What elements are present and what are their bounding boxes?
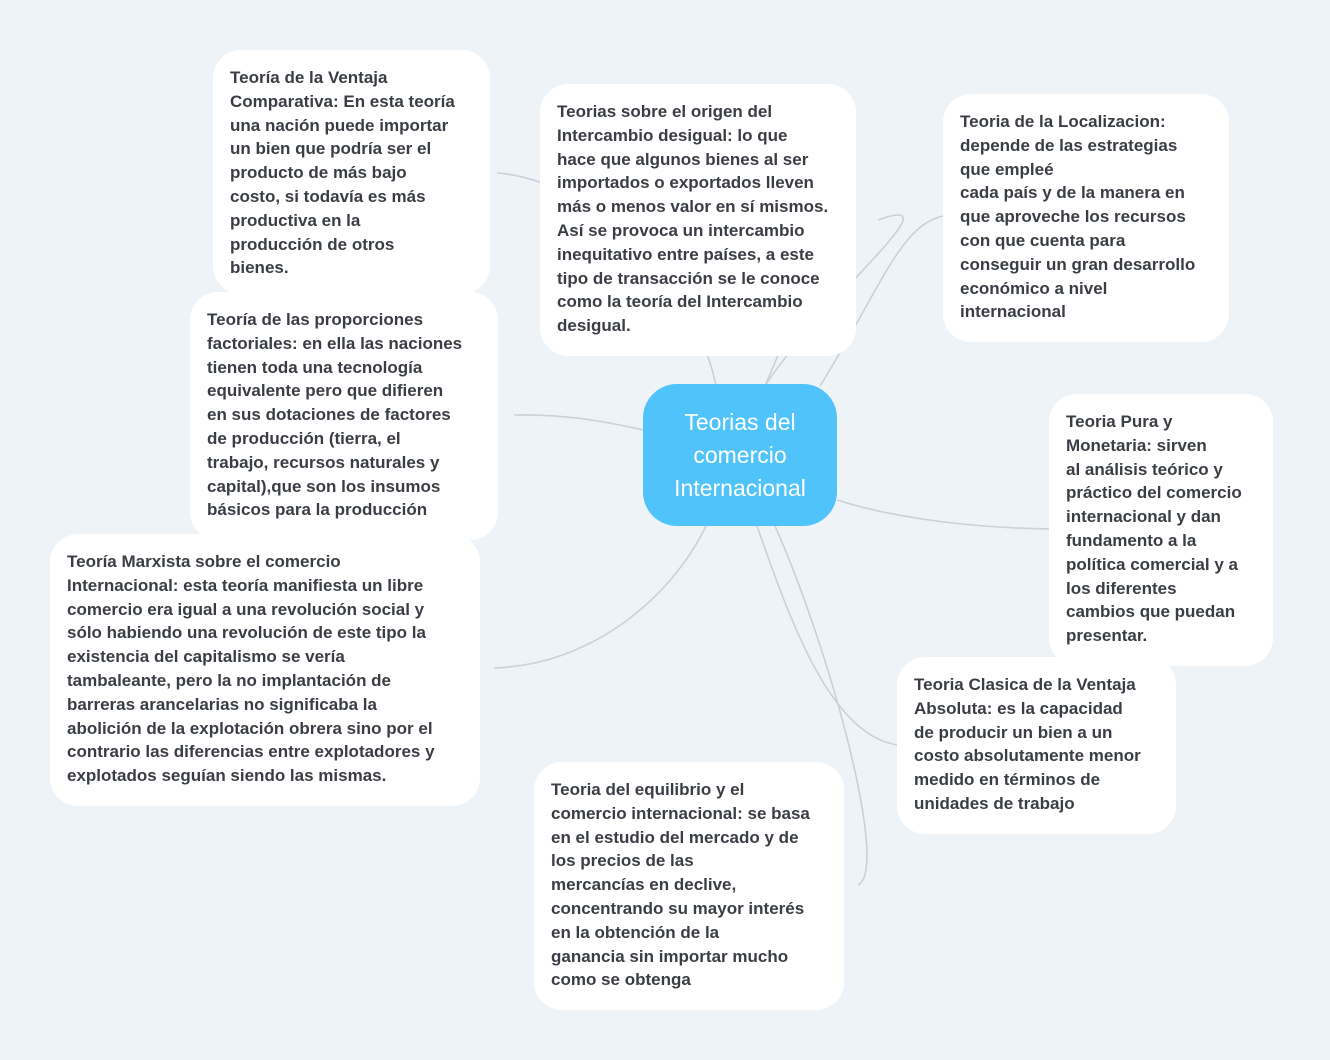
topic-ventaja-comparativa[interactable] [213,50,490,294]
topic-pura-monetaria-text: Teoria Pura y Monetaria: sirven al análisis teórico y práctico del comercio internacional y dan fundamento a la política comercial y a los diferentes cambios que puedan presentar. [1066,412,1242,646]
connector-proporciones-factoriales [514,415,643,430]
topic-proporciones-factoriales-text: Teoría de las proporciones factoriales: en ella las naciones tienen toda una tecnología equivalente pero que difieren en sus dotaciones de factores de producción (tierra, el trabajo, recursos naturales y capital),que son los insumos básicos para la producción [207,310,463,520]
connector-marxista [494,526,706,668]
topic-localizacion[interactable] [943,94,1229,342]
topic-ventaja-absoluta[interactable] [897,657,1176,834]
topic-intercambio-desigual[interactable] [540,84,856,356]
topic-proporciones-factoriales[interactable] [190,292,498,540]
topic-equilibrio[interactable] [534,762,844,1010]
topic-equilibrio-text: Teoria del equilibrio y el comercio internacional: se basa en el estudio del mercado y de los precios de las mercancías en declive, concentrando su mayor interés en la obtención de la ganancia sin importar mucho como se obtenga [551,780,810,990]
connector-ventaja-absoluta [757,526,898,745]
topic-ventaja-absoluta-text: Teoria Clasica de la Ventaja Absoluta: es la capacidad de producir un bien a un costo absolutamente menor medido en términos de unidades de trabajo [914,675,1141,813]
topic-marxista[interactable] [50,534,480,806]
topic-intercambio-desigual-text: Teorias sobre el origen del Intercambio desigual: lo que hace que algunos bienes al ser importados o exportados lleven más o menos valor en sí mismos. Así se provoca un intercambio inequitativo entre países, a este tipo de transacción se le conoce como la teoría del Intercambio desigual. [557,102,829,336]
connector-pura-monetaria [837,500,1050,529]
topic-marxista-text: Teoría Marxista sobre el comercio Internacional: esta teoría manifiesta un libre comercio era igual a una revolución social y sólo habiendo una revolución de este tipo la existencia del capitalismo se vería tambaleante, pero la no implantación de barreras arancelarias no significaba la abolición de la explotación obrera sino por el contrario las diferencias entre explotadores y explotados seguían siendo las mismas. [67,552,435,786]
topic-ventaja-comparativa-text: Teoría de la Ventaja Comparativa: En esta teoría una nación puede importar un bien que podría ser el producto de más bajo costo, si todavía es más productiva en la producción de otros bienes. [230,68,455,278]
topic-localizacion-text: Teoria de la Localizacion: depende de las estrategias que empleé cada país y de la manera en que aproveche los recursos con que cuenta para conseguir un gran desarrollo económico a nivel internacional [960,112,1196,322]
topic-pura-monetaria[interactable] [1049,394,1273,666]
central-topic[interactable] [643,384,837,526]
central-topic-title: Teorias del comercio Internacional [674,408,806,501]
